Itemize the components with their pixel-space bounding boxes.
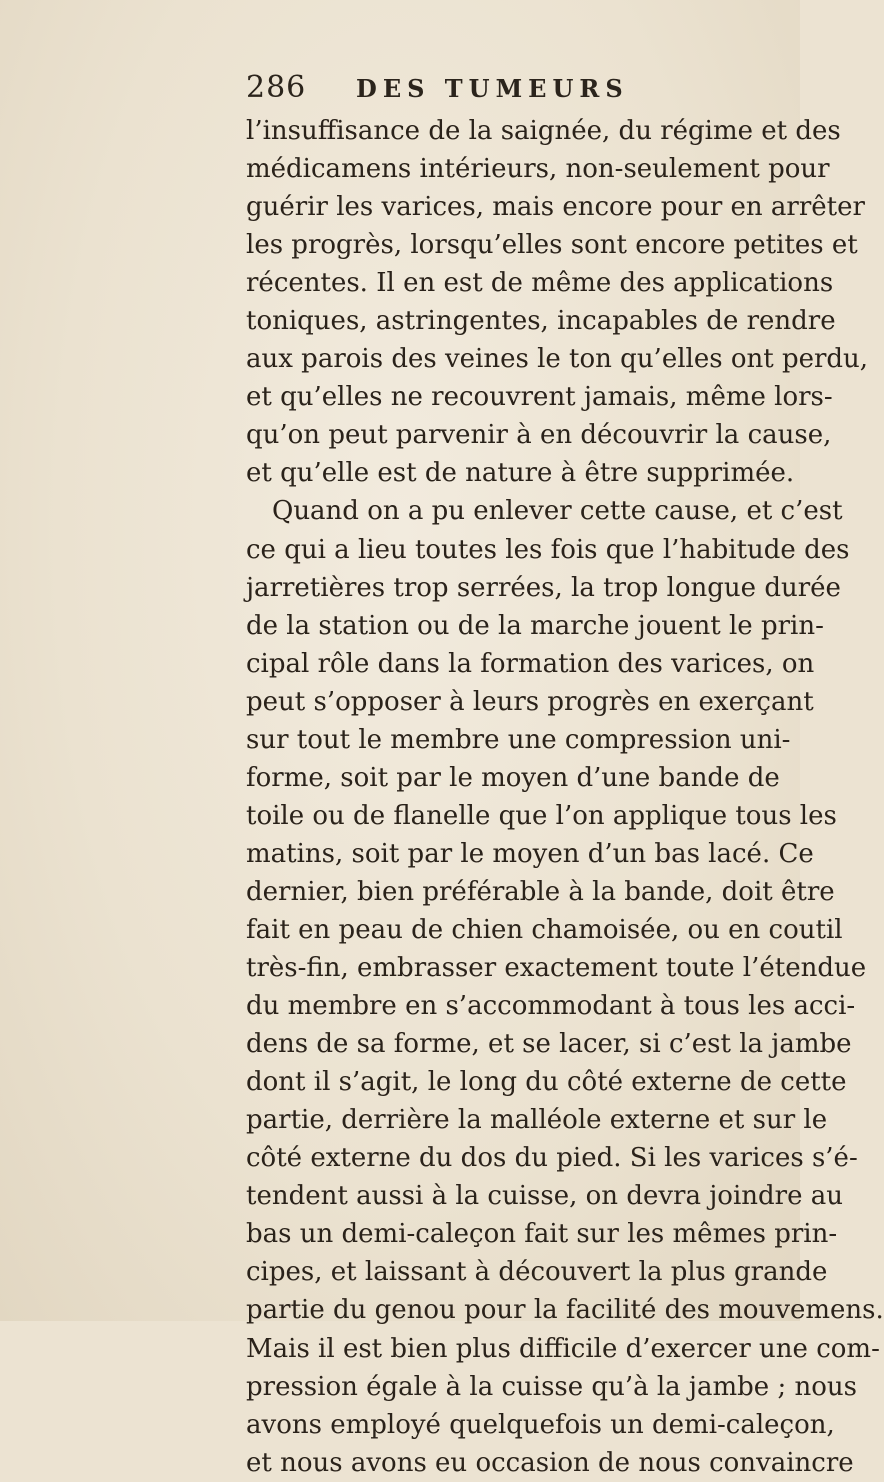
text-line: qu’on peut parvenir à en découvrir la cause, xyxy=(246,420,832,451)
text-line: guérir les varices, mais encore pour en arrêter xyxy=(246,192,865,223)
text-line: de la station ou de la marche jouent le prin- xyxy=(246,610,824,641)
text-line: tendent aussi à la cuisse, on devra joindre au xyxy=(246,1181,843,1212)
text-line: très-fin, embrasser exactement toute l’étendue xyxy=(246,953,867,984)
text-line: matins, soit par le moyen d’un bas lacé. Ce xyxy=(246,838,814,869)
text-line: du membre en s’accommodant à tous les acci- xyxy=(246,991,856,1022)
text-line: et qu’elle est de nature à être supprimée. xyxy=(246,458,795,489)
text-line: avons employé quelquefois un demi-caleçon, xyxy=(246,1409,835,1440)
text-line: dont il s’agit, le long du côté externe de cette xyxy=(246,1067,847,1098)
text-line: cipes, et laissant à découvert la plus grande xyxy=(246,1257,828,1288)
text-line: forme, soit par le moyen d’une bande de xyxy=(246,762,780,793)
running-head: DES TUMEURS xyxy=(356,74,629,103)
text-line: pression égale à la cuisse qu’à la jambe ; nous xyxy=(246,1371,857,1402)
text-line: les progrès, lorsqu’elles sont encore petites et xyxy=(246,230,858,261)
text-line: dernier, bien préférable à la bande, doit être xyxy=(246,876,835,907)
text-line: et nous avons eu occasion de nous convaincre xyxy=(246,1447,854,1478)
text-line: peut s’opposer à leurs progrès en exerçant xyxy=(246,686,814,717)
text-line: l’insuffisance de la saignée, du régime et des xyxy=(246,116,841,146)
text-line: côté externe du dos du pied. Si les varices s’é- xyxy=(246,1143,858,1174)
text-line: toile ou de flanelle que l’on applique tous les xyxy=(246,800,837,831)
text-line: bas un demi-caleçon fait sur les mêmes prin- xyxy=(246,1219,838,1250)
paragraph-1 xyxy=(246,112,869,492)
text-line: toniques, astringentes, incapables de rendre xyxy=(246,306,836,337)
text-line: Quand on a pu enlever cette cause, et c’est xyxy=(272,496,843,527)
text-line: médicamens intérieurs, non-seulement pour xyxy=(246,154,830,185)
text-line: fait en peau de chien chamoisée, ou en coutil xyxy=(246,914,843,945)
text-line: aux parois des veines le ton qu’elles ont perdu, xyxy=(246,344,869,375)
text-line: ce qui a lieu toutes les fois que l’habitude des xyxy=(246,534,850,565)
body-text xyxy=(246,112,884,1482)
paragraph-2 xyxy=(246,492,884,1481)
page-number: 286 xyxy=(246,70,307,105)
text-line: jarretières trop serrées, la trop longue durée xyxy=(246,572,841,603)
text-line: cipal rôle dans la formation des varices, on xyxy=(246,648,815,679)
text-line: et qu’elles ne recouvrent jamais, même lors- xyxy=(246,382,833,413)
text-line: Mais il est bien plus difficile d’exercer une com- xyxy=(246,1333,880,1364)
text-line: récentes. Il en est de même des applications xyxy=(246,268,834,299)
page-header xyxy=(246,70,766,114)
text-line: partie du genou pour la facilité des mouvemens. xyxy=(246,1295,884,1326)
text-line: partie, derrière la malléole externe et sur le xyxy=(246,1105,828,1136)
text-line: dens de sa forme, et se lacer, si c’est la jambe xyxy=(246,1029,852,1060)
text-line: sur tout le membre une compression uni- xyxy=(246,724,791,755)
